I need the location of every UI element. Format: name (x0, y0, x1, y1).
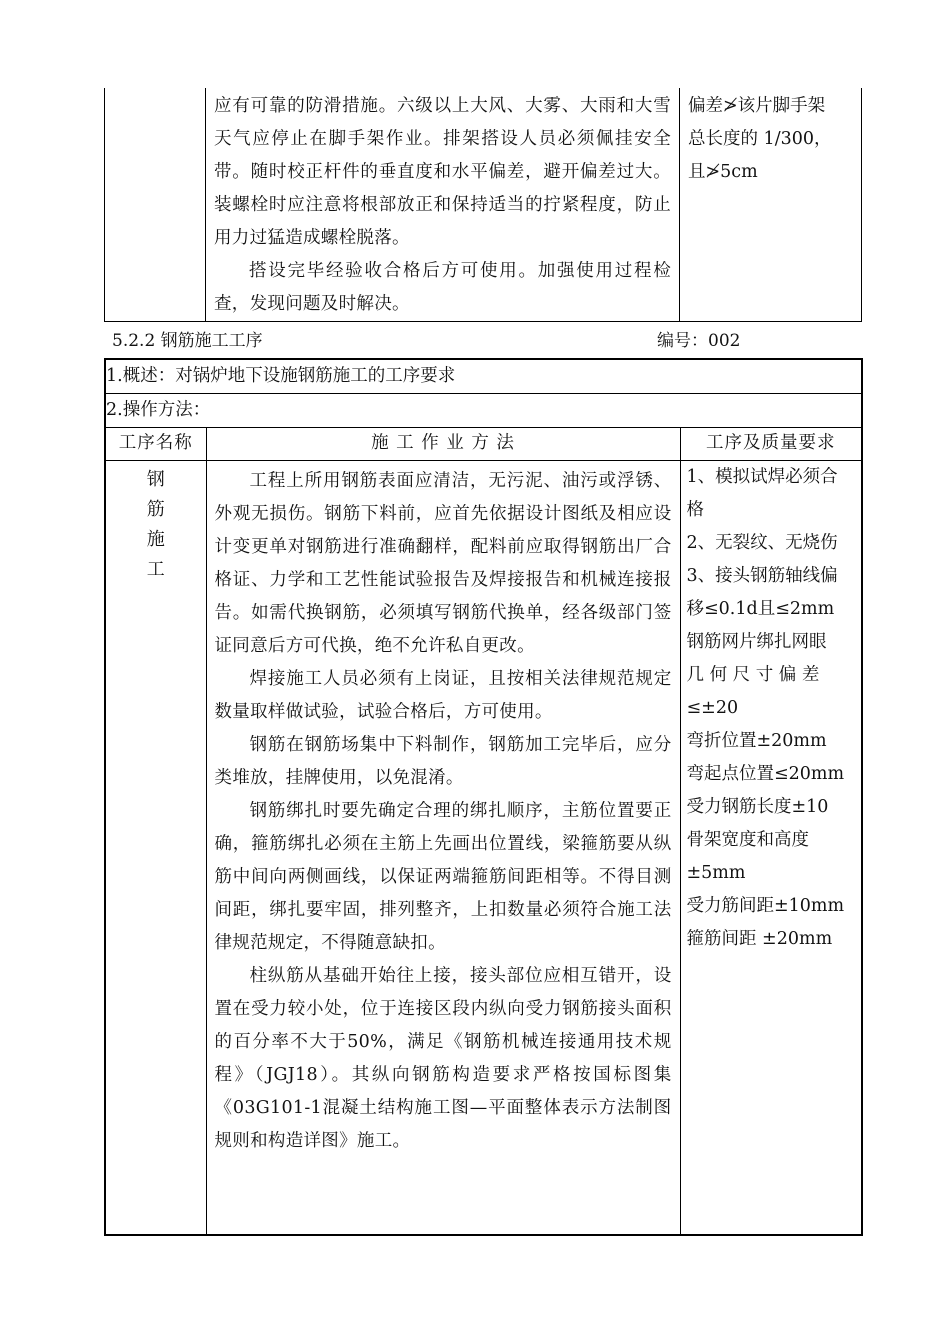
method-cell (206, 461, 680, 1235)
overview-row: 1.概述：对锅炉地下设施钢筋施工的工序要求 (105, 359, 862, 394)
requirement-line: 格 (686, 500, 704, 520)
process-name-cell (105, 88, 206, 322)
method-paragraph: 应有可靠的防滑措施。六级以上大风、大雾、大雨和大雪天气应停止在脚手架作业。排架搭设人员必须佩挂安全带。随时校正杆件的垂直度和水平偏差，避开偏差过大。装螺栓时应注意将根部放正和保持适当的拧紧程度，防止用力过猛造成螺栓脱落。 (214, 96, 671, 248)
rebar-process-table (104, 358, 863, 1236)
requirements-cell (680, 88, 862, 322)
section-title: 5.2.2 钢筋施工工序 (112, 331, 263, 351)
requirement-line: 钢筋网片绑扎网眼 (686, 632, 827, 652)
method-paragraph: 焊接施工人员必须有上岗证，且按相关法律规范规定数量取样做试验，试验合格后，方可使用。 (214, 669, 672, 722)
requirements-cell (680, 461, 862, 1235)
process-name-cell (105, 461, 206, 1235)
requirement-line: 且≯5cm (688, 162, 758, 182)
requirement-line: ≤±20 (686, 698, 739, 718)
requirement-line: 受力筋间距±10mm (686, 896, 845, 916)
process-char: 工 (146, 559, 165, 580)
method-paragraph: 钢筋在钢筋场集中下料制作，钢筋加工完毕后，应分类堆放，挂牌使用，以免混淆。 (214, 735, 672, 788)
method-paragraph: 搭设完毕经验收合格后方可使用。加强使用过程检查，发现问题及时解决。 (214, 261, 671, 314)
requirement-line: 受力钢筋长度±10 (686, 797, 829, 817)
requirement-line: 3、接头钢筋轴线偏 (686, 566, 838, 586)
process-char: 钢 (146, 469, 165, 490)
method-paragraph: 工程上所用钢筋表面应清洁，无污泥、油污或浮锈、外观无损伤。钢筋下料前，应首先依据设计图纸及相应设计变更单对钢筋进行准确翻样，配料前应取得钢筋出厂合格证、力学和工艺性能试验报告及焊接报告和机械连接报告。如需代换钢筋，必须填写钢筋代换单，经各级部门签证同意后方可代换，绝不允许私自更改。 (214, 471, 672, 656)
requirement-line: 箍筋间距 ±20mm (686, 929, 833, 949)
requirement-line: 几 何 尺 寸 偏 差 (686, 665, 820, 685)
requirement-line: 偏差≯该片脚手架 (688, 96, 826, 116)
document-code: 编号：002 (657, 331, 741, 351)
header-method: 施 工 作 业 方 法 (206, 428, 680, 461)
requirement-line: 弯折位置±20mm (686, 731, 827, 751)
requirement-line: 骨架宽度和高度 (686, 830, 809, 850)
method-paragraph: 柱纵筋从基础开始往上接，接头部位应相互错开，设置在受力较小处，位于连接区段内纵向受力钢筋接头面积的百分率不大于50%，满足《钢筋机械连接通用技术规程》（JGJ18）。其纵向钢筋构造要求严格按国标图集《03G101-1混凝土结构施工图—平面整体表示方法制图规则和构造详图》施工。 (214, 966, 672, 1151)
requirement-line: 移≤0.1d且≤2mm (686, 599, 835, 619)
requirement-line: 1、模拟试焊必须合 (686, 467, 838, 487)
continuation-table (104, 88, 862, 322)
header-requirements: 工序及质量要求 (680, 428, 862, 461)
process-char: 筋 (146, 499, 165, 520)
method-paragraph: 钢筋绑扎时要先确定合理的绑扎顺序，主筋位置要正确，箍筋绑扎必须在主筋上先画出位置线，梁箍筋要从纵筋中间向两侧画线，以保证两端箍筋间距相等。不得目测间距，绑扎要牢固，排列整齐，上扣数量必须符合施工法律规范规定，不得随意缺扣。 (214, 801, 672, 953)
requirement-line: 总长度的 1/300， (688, 129, 832, 149)
process-char: 施 (146, 529, 165, 550)
header-process-name: 工序名称 (105, 428, 206, 461)
requirement-line: ±5mm (686, 863, 746, 883)
method-cell (206, 88, 680, 322)
requirement-line: 弯起点位置≤20mm (686, 764, 845, 784)
requirement-line: 2、无裂纹、无烧伤 (686, 533, 838, 553)
method-title-row: 2.操作方法： (105, 394, 862, 428)
process-name-vertical (106, 461, 206, 585)
